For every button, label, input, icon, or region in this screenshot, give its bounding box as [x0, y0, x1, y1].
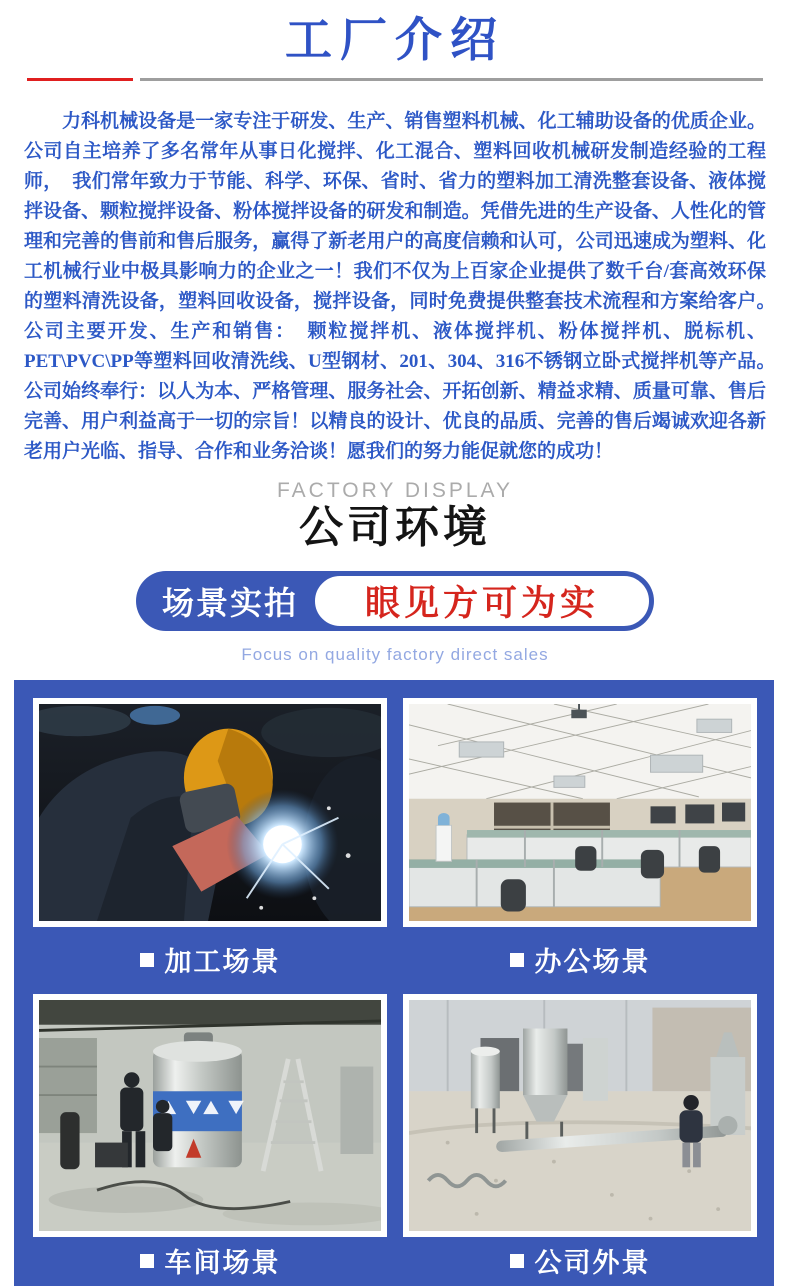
display-section-heading [0, 479, 790, 551]
photo-caption-exterior [403, 1237, 757, 1285]
square-bullet-icon [510, 1254, 524, 1268]
caption-label: 公司外景 [534, 1248, 651, 1279]
gallery-item-workshop [33, 994, 387, 1286]
photo-processing-scene [33, 698, 387, 927]
gallery-panel [14, 680, 774, 1286]
caption-label: 办公场景 [534, 947, 651, 978]
page-title: 工厂介绍 [285, 15, 505, 67]
tagline: Focus on quality factory direct sales [241, 644, 549, 664]
exterior-illustration [409, 1000, 751, 1231]
caption-label: 车间场景 [164, 1248, 281, 1279]
banner-left-label: 场景实拍 [162, 584, 299, 621]
square-bullet-icon [140, 1254, 154, 1268]
title-underline-gray-segment [140, 78, 763, 81]
title-underline [0, 78, 790, 81]
factory-display-eyebrow: FACTORY DISPLAY [276, 478, 514, 502]
section-heading: 公司环境 [299, 502, 491, 552]
scene-banner [136, 571, 654, 631]
banner-slogan-pill [312, 573, 652, 629]
caption-label: 加工场景 [164, 947, 281, 978]
photo-caption-processing [33, 927, 387, 993]
workshop-illustration [39, 1000, 381, 1231]
gallery-item-exterior [403, 994, 757, 1286]
title-underline-red-segment [27, 78, 133, 81]
photo-caption-office [403, 927, 757, 993]
welding-illustration [39, 704, 381, 921]
square-bullet-icon [140, 953, 154, 967]
photo-exterior-scene [403, 994, 757, 1237]
photo-caption-workshop [33, 1237, 387, 1285]
header [0, 0, 790, 81]
company-intro-paragraph: 力科机械设备是一家专注于研发、生产、销售塑料机械、化工辅助设备的优质企业。公司自主培养了多名常年从事日化搅拌、化工混合、塑料回收机械研发制造经验的工程师， 我们常年致力于节能、科学、环保、省时、省力的塑料加工清洗整套设备、液体搅拌设备、颗粒搅拌设备、粉体搅拌设备的研发和制造。凭借先进的生产设备、人性化的管理和完善的售前和售后服务，赢得了新老用户的高度信赖和认可，公司迅速成为塑料、化工机械行业中极具影响力的企业之一！我们不仅为上百家企业提供了数千台/套高效环保的塑料清洗设备，塑料回收设备，搅拌设备，同时免费提供整套技术流程和方案给客户。 公司主要开发、生产和销售： 颗粒搅拌机、液体搅拌机、粉体搅拌机、脱标机、PET\PVC\PP等塑料回收清洗线、U型钢材、201、304、316不锈钢立卧式搅拌机等产品。 公司始终奉行：以人为本、严格管理、服务社会、开拓创新、精益求精、质量可靠、售后完善、用户利益高于一切的宗旨！以精良的设计、优良的品质、完善的售后竭诚欢迎各新老用户光临、指导、合作和业务洽谈！愿我们的努力能促就您的成功！ [24, 110, 786, 462]
square-bullet-icon [510, 953, 524, 967]
banner-slogan-text: 眼见方可为实 [365, 583, 600, 623]
photo-office-scene [403, 698, 757, 927]
office-illustration [409, 704, 751, 921]
gallery-item-processing [33, 698, 387, 994]
gallery-item-office [403, 698, 757, 994]
photo-workshop-scene [33, 994, 387, 1237]
